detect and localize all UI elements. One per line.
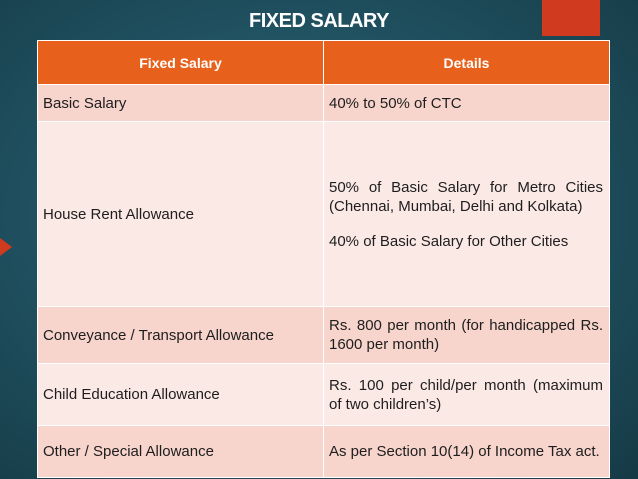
table-row	[38, 85, 610, 122]
salary-table	[37, 40, 610, 478]
component-cell: Basic Salary	[38, 85, 324, 122]
column-header-details: Details	[324, 41, 610, 85]
table-row	[38, 426, 610, 478]
details-cell	[324, 122, 610, 307]
details-cell	[324, 426, 610, 478]
arrow-icon	[0, 238, 12, 256]
component-cell: Conveyance / Transport Allowance	[38, 307, 324, 364]
component-cell: Child Education Allowance	[38, 364, 324, 426]
details-cell	[324, 364, 610, 426]
details-text: 40% to 50% of CTC	[329, 94, 462, 112]
details-text: Rs. 100 per child/per month (maximum of two children’s)	[329, 376, 603, 413]
details-text: 40% of Basic Salary for Other Cities	[329, 232, 569, 250]
details-text: 50% of Basic Salary for Metro Cities (Chennai, Mumbai, Delhi and Kolkata)	[329, 178, 603, 215]
table-row	[38, 122, 610, 307]
table-row	[38, 307, 610, 364]
paragraph-gap	[329, 216, 603, 232]
table-header-row	[38, 41, 610, 85]
component-cell: Other / Special Allowance	[38, 426, 324, 478]
details-text: As per Section 10(14) of Income Tax act.	[329, 443, 600, 460]
details-text: Rs. 800 per month (for handicapped Rs. 1600 per month)	[329, 317, 603, 353]
column-header-fixed-salary: Fixed Salary	[38, 41, 324, 85]
details-cell	[324, 85, 610, 122]
table-row	[38, 364, 610, 426]
component-cell: House Rent Allowance	[38, 122, 324, 307]
details-cell	[324, 307, 610, 364]
page-title: FIXED SALARY	[249, 10, 389, 32]
